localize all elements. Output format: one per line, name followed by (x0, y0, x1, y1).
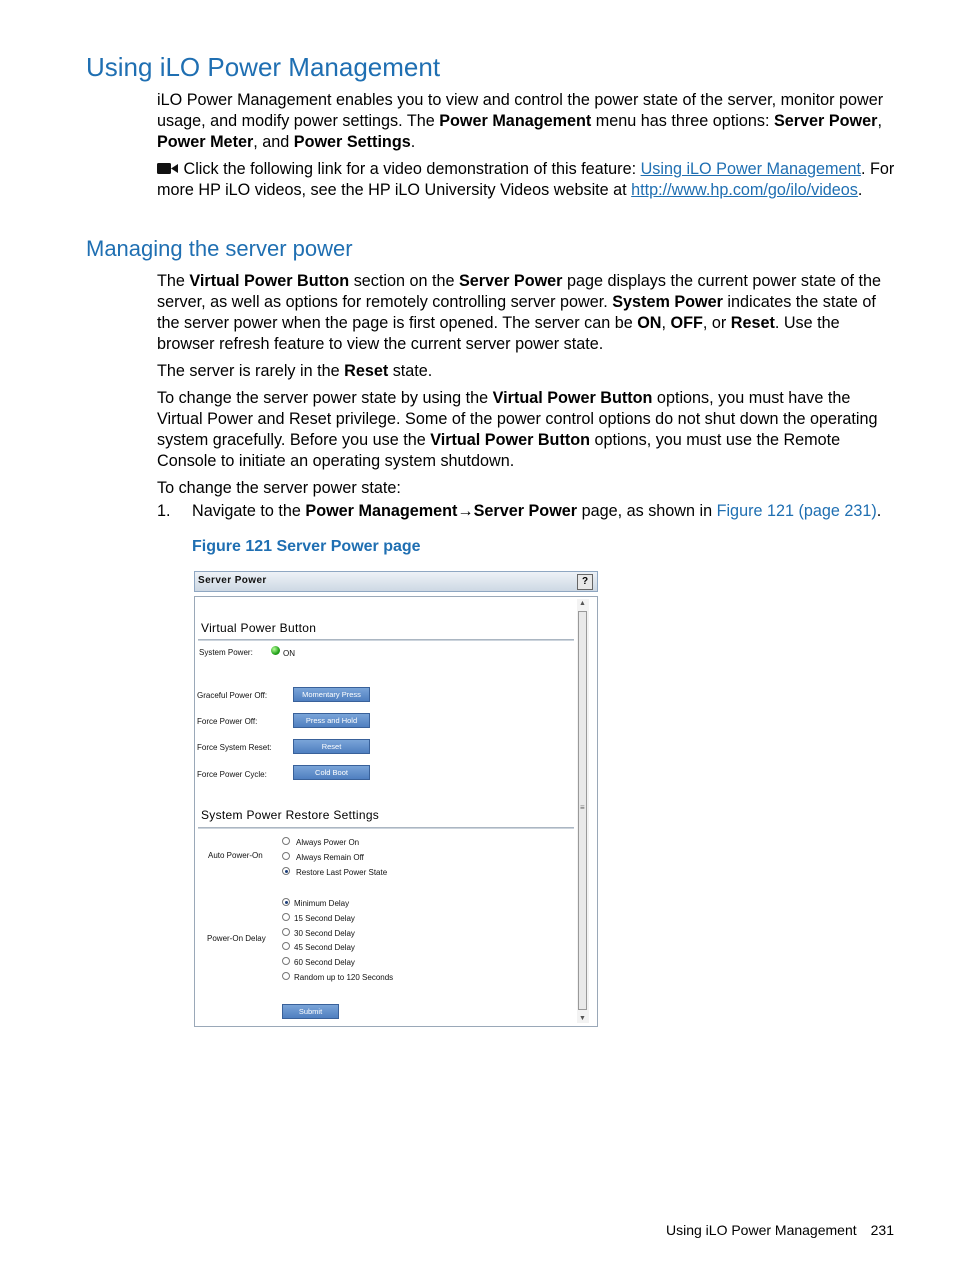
intro-paragraph: iLO Power Management enables you to view and control the power state of the server, monitor power usage, and modify power settings. The Power Management menu has three options: Server Power, Power Meter, and Power Settings. (157, 91, 884, 151)
system-power-state: ON (283, 649, 295, 658)
footer-section: Using iLO Power Management (665, 1222, 857, 1238)
server-power-title: Server Power (198, 575, 267, 586)
video-paragraph: Click the following link for a video demonstration of this feature: Using iLO Power Management. For more HP iLO videos, see the HP iLO University Videos website at http://www.hp.com/go/ilo/videos. (157, 160, 895, 199)
ilo-videos-link[interactable]: http://www.hp.com/go/ilo/videos (631, 181, 858, 199)
power-state-paragraph: The Virtual Power Button section on the Server Power page displays the current power state of the server, as well as options for remotely controlling server power. System Power indicates the state of the server power when the page is first opened. The server can be ON, OFF, or Reset. Use the browser refresh feature to view the current server power state. (157, 272, 882, 353)
press-and-hold-button[interactable]: Press and Hold (293, 713, 370, 728)
power-on-led-icon (271, 646, 280, 655)
force-power-cycle-label: Force Power Cycle: (197, 770, 267, 779)
option-label: 30 Second Delay (294, 929, 355, 938)
video-link[interactable]: Using iLO Power Management (640, 160, 862, 178)
radio-random-delay[interactable] (282, 972, 290, 980)
video-camera-icon (157, 162, 179, 175)
option-label: Always Remain Off (296, 853, 364, 862)
auto-power-on-label: Auto Power-On (208, 851, 263, 860)
radio-minimum-delay[interactable] (282, 898, 290, 906)
figure-caption: Figure 121 Server Power page (192, 538, 421, 555)
server-power-titlebar (194, 571, 598, 592)
section-divider (198, 639, 574, 641)
page-number: 231 (870, 1222, 894, 1238)
option-label: Restore Last Power State (296, 868, 388, 877)
scroll-down-icon[interactable]: ▼ (579, 1015, 586, 1022)
radio-45-second-delay[interactable] (282, 942, 290, 950)
power-on-delay-label: Power-On Delay (207, 934, 266, 943)
radio-60-second-delay[interactable] (282, 957, 290, 965)
option-label: Random up to 120 Seconds (294, 973, 394, 982)
submit-button[interactable]: Submit (282, 1004, 339, 1019)
radio-15-second-delay[interactable] (282, 913, 290, 921)
scroll-thumb[interactable] (578, 611, 587, 1010)
option-label: 45 Second Delay (294, 943, 355, 952)
radio-always-power-on[interactable] (282, 837, 290, 845)
scroll-up-icon[interactable]: ▲ (579, 600, 586, 607)
procedure-step-1: 1. Navigate to the Power Management→Server Power page, as shown in Figure 121 (page 231). (157, 502, 882, 520)
graceful-power-off-label: Graceful Power Off: (197, 691, 268, 700)
procedure-intro: To change the server power state: (157, 479, 401, 497)
section-heading: Managing the server power (86, 236, 353, 261)
reset-button[interactable]: Reset (293, 739, 370, 754)
system-power-label: System Power: (199, 648, 253, 657)
restore-settings-title: System Power Restore Settings (201, 808, 380, 822)
radio-restore-last-power-state[interactable] (282, 867, 290, 875)
radio-always-remain-off[interactable] (282, 852, 290, 860)
force-system-reset-label: Force System Reset: (197, 743, 272, 752)
section-divider (198, 827, 574, 829)
figure-xref-link[interactable]: Figure 121 (page 231) (716, 502, 877, 520)
page-footer (666, 1222, 894, 1238)
privilege-paragraph: To change the server power state by using the Virtual Power Button options, you must have the Virtual Power and Reset privilege. Some of the power control options do not shut down the operating system gracefully. Before you use the Virtual Power Button options, you must use the Remote Console to initiate an operating system shutdown. (157, 389, 878, 470)
page-heading: Using iLO Power Management (86, 52, 441, 82)
help-icon[interactable]: ? (577, 574, 593, 590)
virtual-power-button-title: Virtual Power Button (201, 621, 317, 635)
grip-icon: ≡ (580, 803, 585, 812)
option-label: Always Power On (296, 838, 360, 847)
momentary-press-button[interactable]: Momentary Press (293, 687, 370, 702)
reset-paragraph: The server is rarely in the Reset state. (157, 362, 433, 380)
server-power-panel (194, 596, 598, 1027)
option-label: 15 Second Delay (294, 914, 355, 923)
option-label: Minimum Delay (294, 899, 350, 908)
cold-boot-button[interactable]: Cold Boot (293, 765, 370, 780)
radio-30-second-delay[interactable] (282, 928, 290, 936)
force-power-off-label: Force Power Off: (197, 717, 258, 726)
option-label: 60 Second Delay (294, 958, 355, 967)
vertical-scrollbar[interactable] (577, 599, 589, 1023)
